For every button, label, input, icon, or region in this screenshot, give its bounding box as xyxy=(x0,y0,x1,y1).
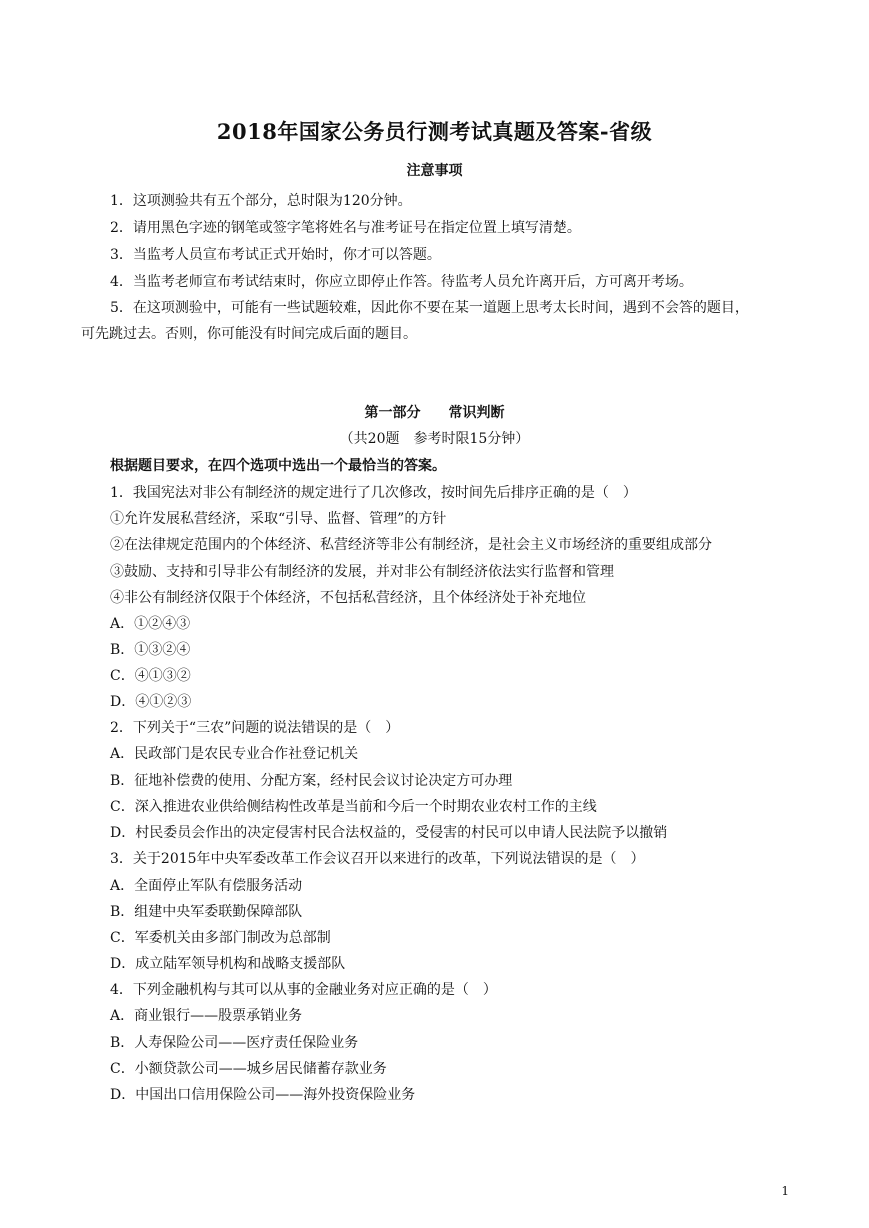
notice-item: 5．在这项测验中，可能有一些试题较难，因此你不要在某一道题上思考太长时间，遇到不会答的题目， xyxy=(110,300,749,316)
instruction: 根据题目要求，在四个选项中选出一个最恰当的答案。 xyxy=(110,458,446,474)
answer-option: D．村民委员会作出的决定侵害村民合法权益的，受侵害的村民可以申请人民法院予以撤销 xyxy=(110,825,668,841)
notice-item: 4．当监考老师宣布考试结束时，你应立即停止作答。待监考人员允许离开后，方可离开考场。 xyxy=(110,274,693,290)
notice-item-continuation: 可先跳过去。否则，你可能没有时间完成后面的题目。 xyxy=(81,326,417,342)
answer-option: A．商业银行——股票承销业务 xyxy=(110,1008,303,1024)
answer-option: C．深入推进农业供给侧结构性改革是当前和今后一个时期农业农村工作的主线 xyxy=(110,799,597,815)
answer-option: D．成立陆军领导机构和战略支援部队 xyxy=(110,956,346,972)
answer-option: B．组建中央军委联勤保障部队 xyxy=(110,904,303,920)
question-item: ①允许发展私营经济，采取“引导、监督、管理”的方针 xyxy=(110,511,447,527)
section-subheading: （共20题 参考时限15分钟） xyxy=(339,431,530,447)
question-stem: 2．下列关于“三农”问题的说法错误的是（ ） xyxy=(110,720,400,736)
notice-heading: 注意事项 xyxy=(406,163,463,179)
answer-option: A．全面停止军队有偿服务活动 xyxy=(110,878,303,894)
question-item: ④非公有制经济仅限于个体经济，不包括私营经济，且个体经济处于补充地位 xyxy=(110,590,586,606)
notice-item: 3．当监考人员宣布考试正式开始时，你才可以答题。 xyxy=(110,247,441,263)
notice-item: 1．这项测验共有五个部分，总时限为120分钟。 xyxy=(110,193,412,209)
answer-option: D．中国出口信用保险公司——海外投资保险业务 xyxy=(110,1087,416,1103)
document-title: 2018年国家公务员行测考试真题及答案-省级 xyxy=(216,119,653,144)
answer-option: A．①②④③ xyxy=(110,616,191,632)
answer-option: C．小额贷款公司——城乡居民储蓄存款业务 xyxy=(110,1061,387,1077)
answer-option: B．①③②④ xyxy=(110,642,191,658)
page-number: 1 xyxy=(781,1184,789,1198)
answer-option: D．④①②③ xyxy=(110,694,192,710)
question-stem: 1．我国宪法对非公有制经济的规定进行了几次修改，按时间先后排序正确的是（ ） xyxy=(110,485,637,501)
section-heading: 第一部分 常识判断 xyxy=(364,405,505,421)
answer-option: A．民政部门是农民专业合作社登记机关 xyxy=(110,746,359,762)
notice-item: 2．请用黑色字迹的钢笔或签字笔将姓名与准考证号在指定位置上填写清楚。 xyxy=(110,220,581,236)
answer-option: C．④①③② xyxy=(110,668,191,684)
question-item: ③鼓励、支持和引导非公有制经济的发展，并对非公有制经济依法实行监督和管理 xyxy=(110,564,614,580)
answer-option: B．人寿保险公司——医疗责任保险业务 xyxy=(110,1035,359,1051)
answer-option: B．征地补偿费的使用、分配方案，经村民会议讨论决定方可办理 xyxy=(110,773,513,789)
question-stem: 4．下列金融机构与其可以从事的金融业务对应正确的是（ ） xyxy=(110,982,497,998)
question-item: ②在法律规定范围内的个体经济、私营经济等非公有制经济，是社会主义市场经济的重要组成部分 xyxy=(110,537,712,553)
question-stem: 3．关于2015年中央军委改革工作会议召开以来进行的改革，下列说法错误的是（ ） xyxy=(110,851,645,867)
answer-option: C．军委机关由多部门制改为总部制 xyxy=(110,930,331,946)
